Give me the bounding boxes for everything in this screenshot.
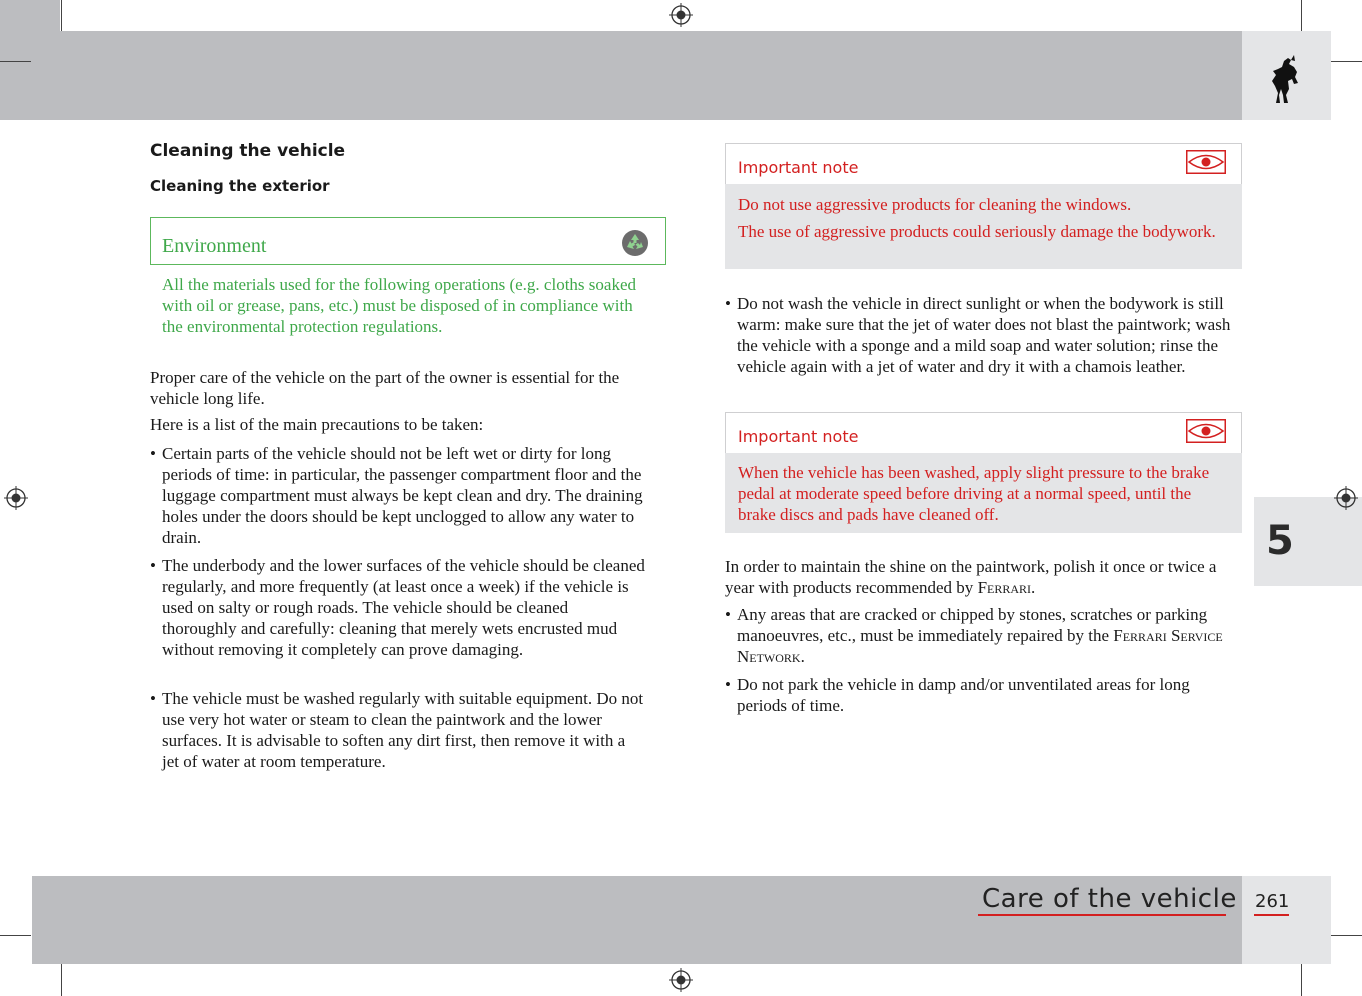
header-logo-box (1242, 31, 1331, 120)
important-note-title: Important note (738, 427, 859, 446)
important-note-text: Do not use aggressive products for cleaning the windows. (738, 195, 1132, 214)
eye-warning-icon (1186, 419, 1226, 443)
environment-text: All the materials used for the following operations (e.g. cloths soaked with oil or grease, pans, etc.) must be disposed of in compliance with the environmental protection regulations. (162, 275, 636, 336)
registration-mark-icon (669, 968, 693, 992)
crop-mark (0, 61, 31, 62)
brand-name: Ferrari (977, 578, 1032, 597)
important-note-text: The use of aggressive products could seriously damage the bodywork. (738, 222, 1216, 241)
footer-page-box (1242, 876, 1331, 964)
intro-paragraph: Proper care of the vehicle on the part of the owner is essential for the vehicle long life. (150, 368, 620, 408)
important-note-title: Important note (738, 158, 859, 177)
section-heading: Cleaning the vehicle (150, 141, 346, 161)
polish-paragraph (725, 556, 1235, 598)
list-item: • The vehicle must be washed regularly with suitable equipment. Do not use very hot water or steam to clean the paintwork and the lower surfaces. It is advisable to soften any dirt first, then remove it with a jet of water at room temperature. (150, 688, 646, 772)
page-number-underline (1254, 914, 1289, 916)
important-note-text: When the vehicle has been washed, apply slight pressure to the brake pedal at moderate speed before driving at a normal speed, until the brake discs and pads have cleaned off. (738, 463, 1210, 524)
registration-mark-icon (4, 486, 28, 510)
crop-mark (61, 0, 62, 31)
crop-mark (1331, 935, 1362, 936)
environment-title: Environment (162, 235, 267, 257)
crop-mark (1301, 964, 1302, 996)
list-item: • Certain parts of the vehicle should not be left wet or dirty for long periods of time: in particular, the passenger compartment floor and the luggage compartment must always be kept clean and dry. The draining holes under the doors should be kept unclogged to allow any water to drain. (150, 443, 646, 548)
prancing-horse-icon (1242, 31, 1331, 120)
registration-mark-icon (1334, 486, 1358, 510)
footer-section-title: Care of the vehicle (982, 884, 1237, 914)
list-item (725, 604, 1235, 667)
crop-mark (1301, 0, 1302, 31)
service-network-name: Ferrari Service Network (737, 626, 1223, 666)
recycle-icon (620, 228, 650, 258)
crop-mark (61, 964, 62, 996)
footer-title-underline (978, 914, 1226, 916)
chapter-number: 5 (1266, 518, 1294, 564)
polish-text-end: . (1031, 578, 1036, 597)
polish-text: In order to maintain the shine on the paintwork, polish it once or twice a year with products recommended by (725, 557, 1217, 597)
list-item: • Do not wash the vehicle in direct sunlight or when the bodywork is still warm: make sure that the jet of water does not blast the paintwork; wash the vehicle with a sponge and a mild soap and water solution; rinse the vehicle again with a jet of water and dry it with a chamois leather. (725, 293, 1242, 377)
section-subheading: Cleaning the exterior (150, 177, 330, 195)
list-item: • Do not park the vehicle in damp and/or unventilated areas for long periods of time. (725, 674, 1235, 716)
list-item-text: Any areas that are cracked or chipped by stones, scratches or parking manoeuvres, etc., must be immediately repaired by the (737, 605, 1208, 645)
list-item-text-end: . (800, 647, 805, 666)
crop-mark (0, 935, 31, 936)
list-intro: Here is a list of the main precautions to be taken: (150, 415, 484, 434)
header-band (0, 31, 1242, 120)
eye-warning-icon (1186, 150, 1226, 174)
list-item: • The underbody and the lower surfaces of the vehicle should be cleaned regularly, and more frequently (at least once a week) if the vehicle is used on salty or rough roads. The vehicle should be cleaned thoroughly and carefully: cleaning that merely wets encrusted mud without removing it completely can prove damaging. (150, 555, 646, 660)
registration-mark-icon (669, 3, 693, 27)
crop-mark (1331, 61, 1362, 62)
page-number: 261 (1255, 891, 1290, 912)
